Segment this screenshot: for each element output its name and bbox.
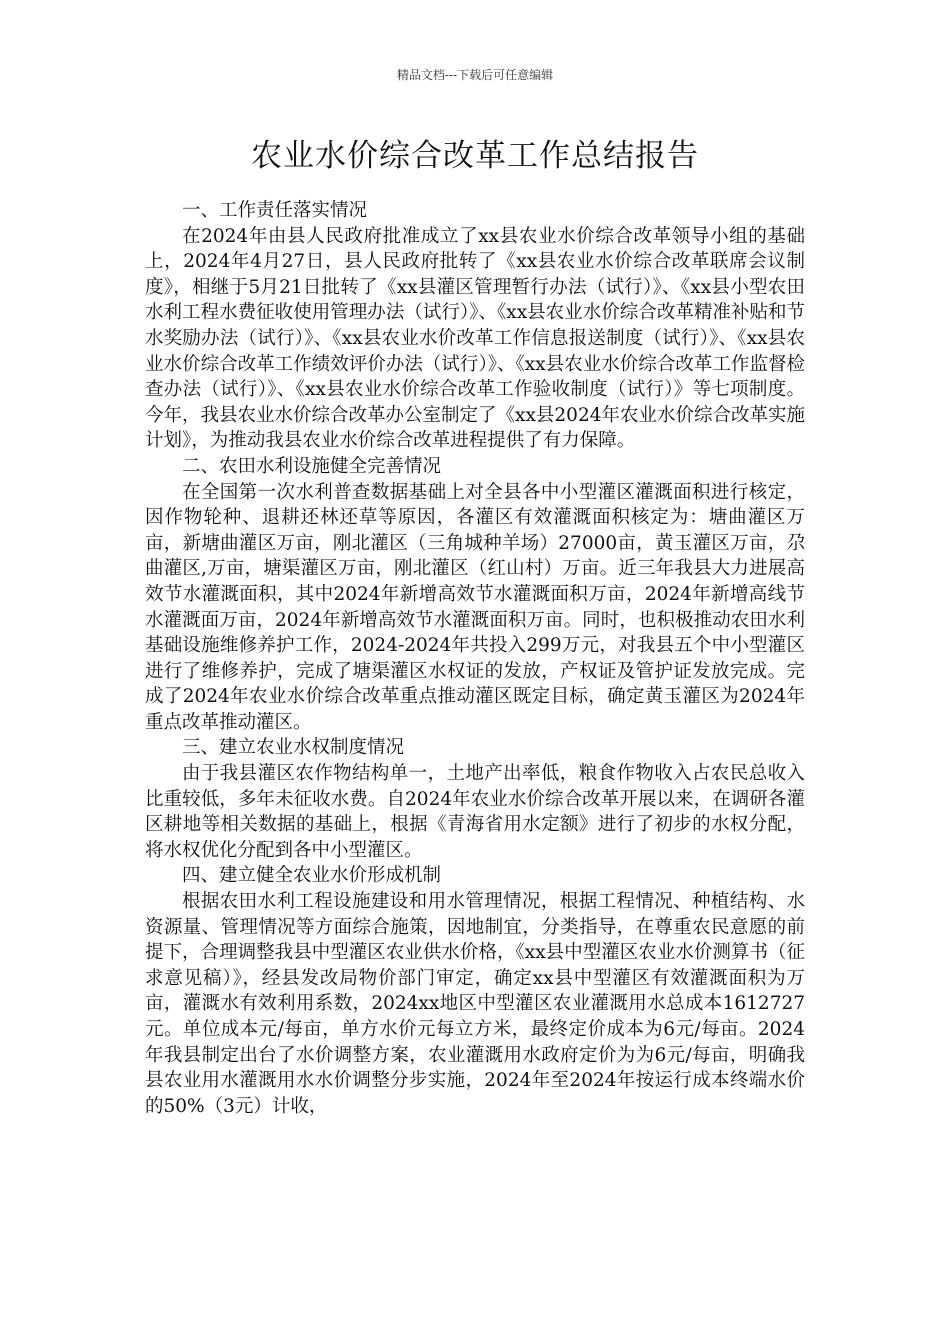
document-body [145, 198, 805, 1119]
document-title: 农业水价综合改革工作总结报告 [251, 138, 699, 174]
header-note: 精品文档---下载后可任意编辑 [396, 68, 554, 82]
paragraph-2: 在全国第一次水利普查数据基础上对全县各中小型灌区灌溉面积进行核定，因作物轮种、退耕还林还草等原因，各灌区有效灌溉面积核定为：塘曲灌区万亩，新塘曲灌区万亩，刚北灌区（三角城种羊场）27000亩，黄玉灌区万亩，尕曲灌区,万亩，塘渠灌区万亩，刚北灌区（红山村）万亩。近三年我县大力进展高效节水灌溉面积，其中2024年新增高效节水灌溉面积万亩，2024年新增高线节水灌溉面万亩，2024年新增高效节水灌溉面积万亩。同时，也积极推动农田水利基础设施维修养护工作，2024-2024年共投入299万元，对我县五个中小型灌区进行了维修养护，完成了塘渠灌区水权证的发放，产权证及管护证发放完成。完成了2024年农业水价综合改革重点推动灌区既定目标，确定黄玉灌区为2024年重点改革推动灌区。 [145, 481, 805, 733]
section-heading-3: 三、建立农业水权制度情况 [182, 737, 405, 759]
paragraph-4: 根据农田水利工程设施建设和用水管理情况，根据工程情况、种植结构、水资源量、管理情况等方面综合施策，因地制宜，分类指导，在尊重农民意愿的前提下，合理调整我县中型灌区农业供水价格，《xx县中型灌区农业水价测算书（征求意见稿）》，经县发改局物价部门审定，确定xx县中型灌区有效灌溉面积为万亩，灌溉水有效利用系数，2024xx地区中型灌区农业灌溉用水总成本1612727元。单位成本元/每亩，单方水价元每立方米，最终定价成本为6元/每亩。2024年我县制定出台了水价调整方案，农业灌溉用水政府定价为为6元/每亩，明确我县农业用水灌溉用水水价调整分步实施，2024年至2024年按运行成本终端水价的50%（3元）计收， [145, 891, 805, 1117]
section-heading-2: 二、农田水利设施健全完善情况 [182, 455, 442, 477]
paragraph-3: 由于我县灌区农作物结构单一，土地产出率低，粮食作物收入占农民总收入比重较低，多年未征收水费。自2024年农业水价综合改革开展以来，在调研各灌区耕地等相关数据的基础上，根据《青海省用水定额》进行了初步的水权分配，将水权优化分配到各中小型灌区。 [145, 763, 805, 861]
section-heading-1: 一、工作责任落实情况 [182, 200, 368, 221]
section-heading-4: 四、建立健全农业水价形成机制 [182, 865, 442, 887]
paragraph-1: 在2024年由县人民政府批准成立了xx县农业水价综合改革领导小组的基础上，2024年4月27日，县人民政府批转了《xx县农业水价综合改革联席会议制度》，相继于5月21日批转了《xx县灌区管理暂行办法（试行）》、《xx县小型农田水利工程水费征收使用管理办法（试行）》、《xx县农业水价综合改革精准补贴和节水奖励办法（试行）》、《xx县农业水价改革工作信息报送制度（试行）》、《xx县农业水价综合改革工作绩效评价办法（试行）》、《xx县农业水价综合改革工作监督检查办法（试行）》、《xx县农业水价综合改革工作验收制度（试行）》等七项制度。今年，我县农业水价综合改革办公室制定了《xx县2024年农业水价综合改革实施计划》，为推动我县农业水价综合改革进程提供了有力保障。 [145, 225, 805, 452]
